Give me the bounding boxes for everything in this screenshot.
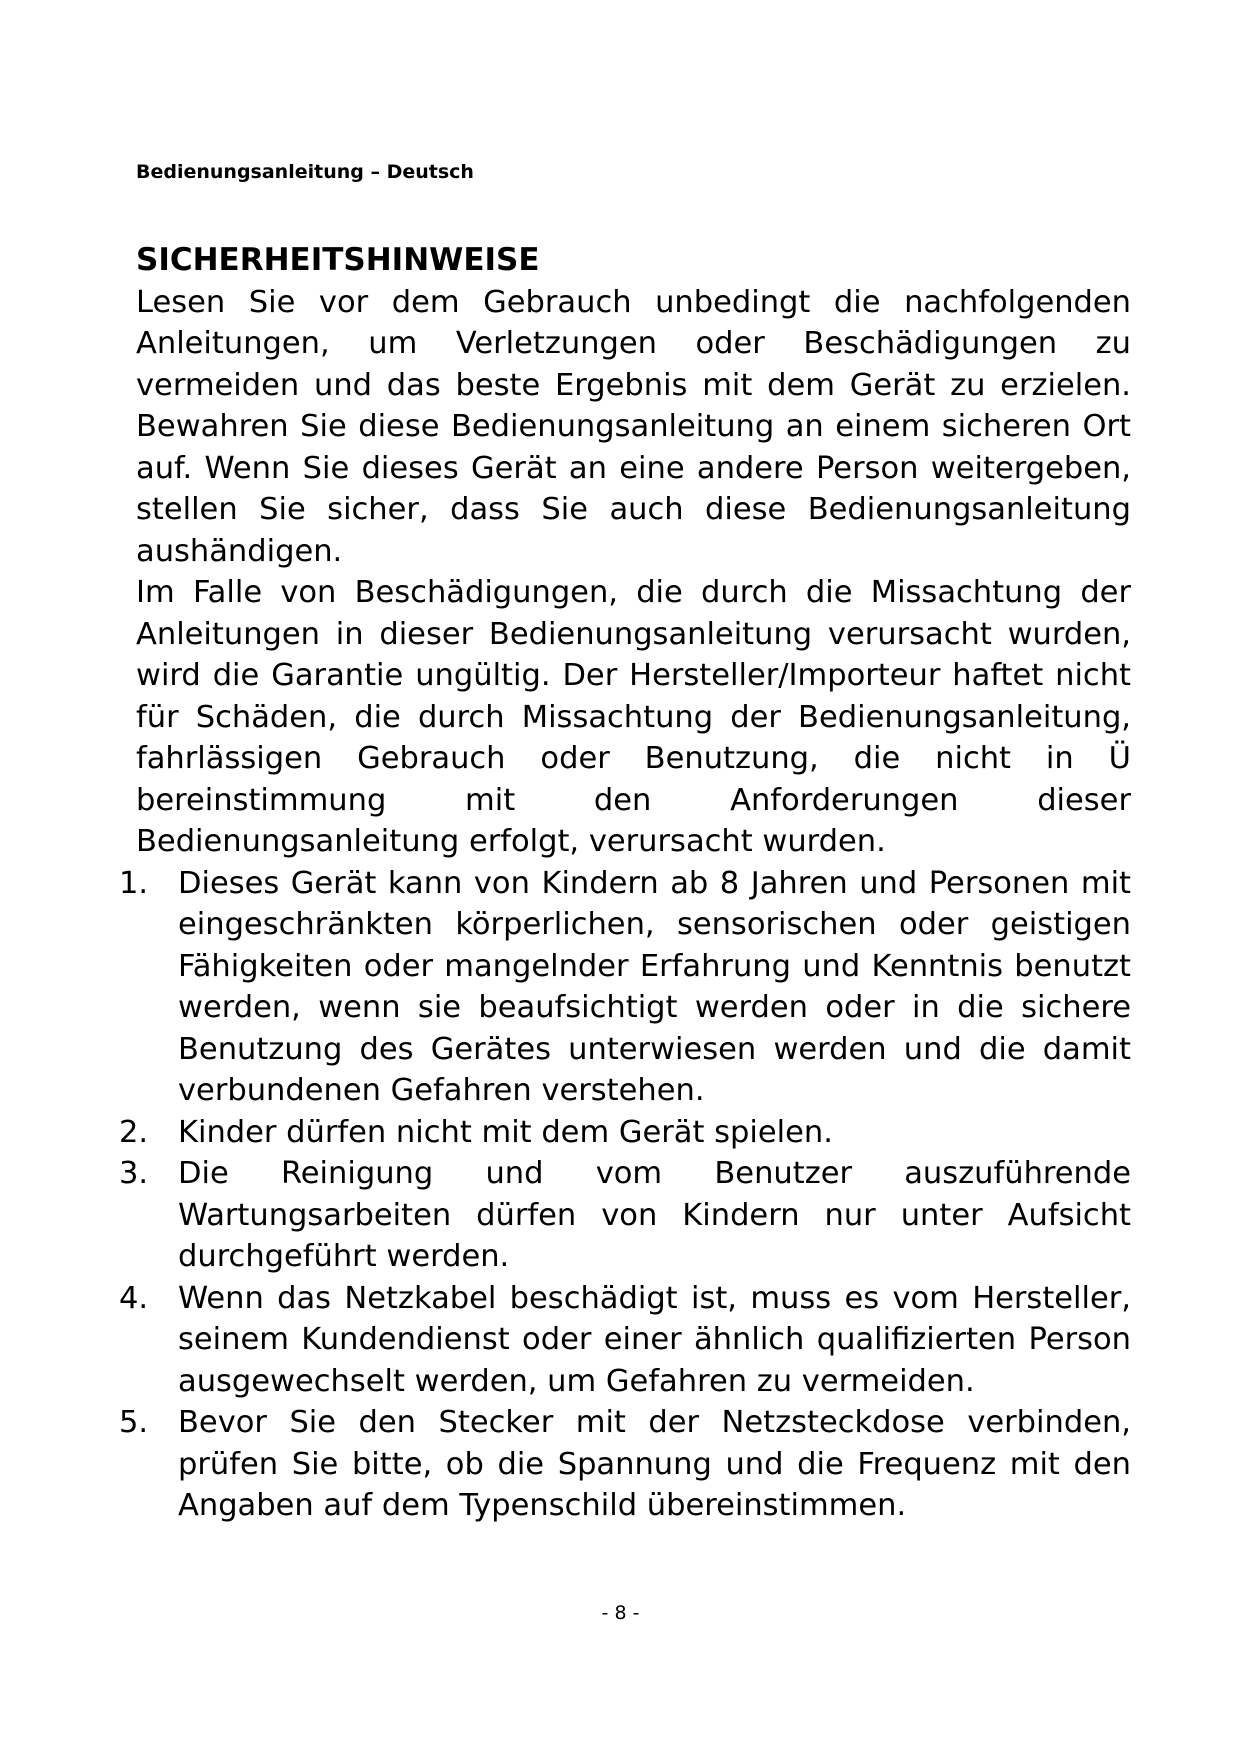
- intro-paragraph: Lesen Sie vor dem Gebrauch unbedingt die nachfolgenden Anleitungen, um Verletzungen oder Beschädigungen zu vermeiden und das beste Ergebnis mit dem Gerät zu erzielen. Bewahren Sie diese Bedienungsanleitung an einem sicheren Ort auf. Wenn Sie dieses Gerät an eine andere Person weitergeben, stellen Sie sicher, dass Sie auch diese Bedienungsanleitung aushändigen.: [136, 284, 1131, 569]
- safety-section: [119, 240, 1131, 1527]
- safety-instructions-list: [119, 863, 1131, 1527]
- list-item-number: 4.: [119, 1280, 149, 1316]
- list-item-number: 5.: [119, 1405, 149, 1440]
- list-item-number: 1.: [119, 865, 149, 901]
- list-item-text: Die Reinigung und vom Benutzer auszuführende Wartungsarbeiten dürfen von Kindern nur unter Aufsicht durchgeführt werden.: [178, 1156, 1131, 1274]
- list-item-number: 2.: [119, 1114, 149, 1150]
- list-item: [119, 1153, 1131, 1278]
- list-item: [119, 1278, 1131, 1403]
- list-item: [119, 1402, 1131, 1527]
- list-item-text: Kinder dürfen nicht mit dem Gerät spielen.: [178, 1114, 833, 1150]
- list-item: [119, 863, 1131, 1112]
- list-item-text: Dieses Gerät kann von Kindern ab 8 Jahren und Personen mit eingeschränkten körperlichen, sensorischen oder geistigen Fähigkeiten oder mangelnder Erfahrung und Kenntnis benutzt werden, wenn sie beaufsichtigt werden oder in die sichere Benutzung des Gerätes unterwiesen werden und die damit verbundenen Gefahren verstehen.: [178, 865, 1131, 1108]
- list-item: [119, 1112, 1131, 1154]
- page-number: - 8 -: [601, 1602, 640, 1624]
- list-item-number: 3.: [119, 1156, 149, 1191]
- document-header: Bedienungsanleitung – Deutsch: [136, 161, 474, 183]
- section-title: SICHERHEITSHINWEISE: [136, 242, 540, 278]
- warranty-paragraph: Im Falle von Beschädigungen, die durch die Missachtung der Anleitungen in dieser Bedienungsanleitung verursacht wurden, wird die Garantie ungültig. Der Hersteller/Importeur haftet nicht für Schäden, die durch Missachtung der Bedienungsanleitung, fahrlässigen Gebrauch oder Benutzung, die nicht in Ü bereinstimmung mit den Anforderungen dieser Bedienungsanleitung erfolgt, verursacht wurden.: [136, 575, 1131, 859]
- list-item-text: Bevor Sie den Stecker mit der Netzsteckdose verbinden, prüfen Sie bitte, ob die Spannung und die Frequenz mit den Angaben auf dem Typenschild übereinstimmen.: [178, 1405, 1131, 1523]
- list-item-text: Wenn das Netzkabel beschädigt ist, muss es vom Hersteller, seinem Kundendienst oder einer ähnlich qualifizierten Person ausgewechselt werden, um Gefahren zu vermeiden.: [178, 1280, 1131, 1399]
